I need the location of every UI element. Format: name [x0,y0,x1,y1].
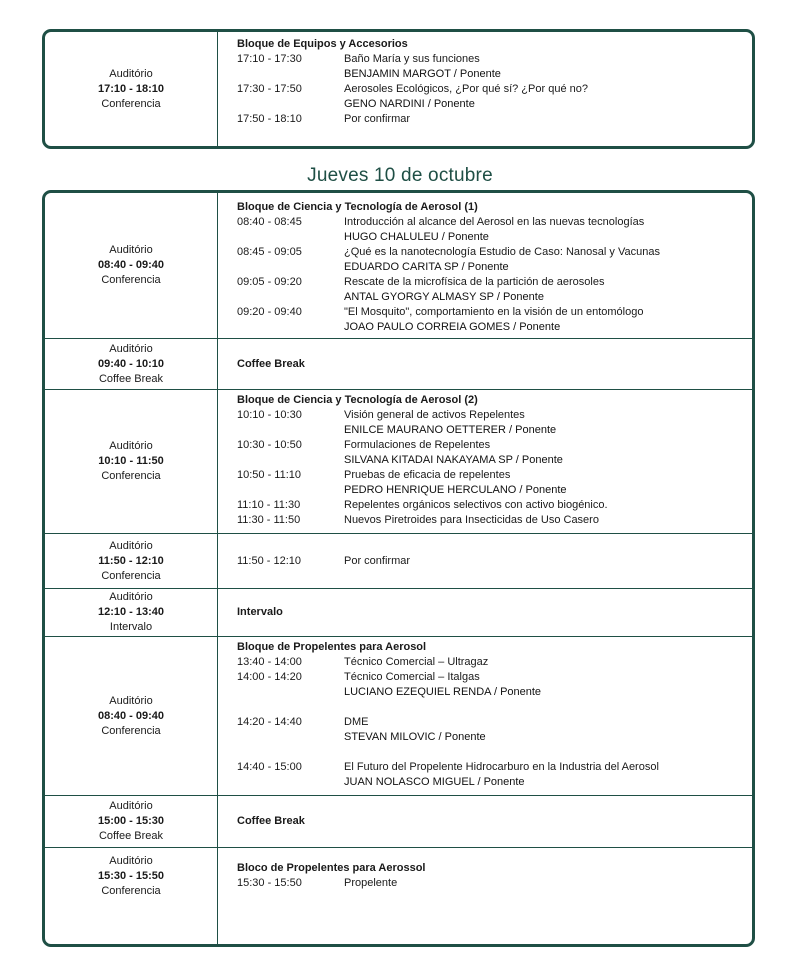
talk-line [237,760,742,775]
session-time: 17:10 - 18:10 [97,82,165,95]
talk-line [237,215,742,230]
session-row [45,589,752,636]
speaker-name: HUGO CHALULEU / Ponente [344,231,489,243]
talk-title: Aerosoles Ecológicos, ¿Por qué sí? ¿Por qué no? [344,83,588,95]
speaker-name: ANTAL GYORGY ALMASY SP / Ponente [344,291,544,303]
talk-title: Técnico Comercial – Ultragaz [344,656,489,668]
session-info [45,390,217,533]
talk-title: Propelente [344,877,398,889]
talk-line [237,655,742,670]
session-time: 10:10 - 11:50 [98,455,164,467]
block-title: Bloque de Ciencia y Tecnología de Aerosol (2) [237,394,478,406]
session-type: Intervalo [109,621,153,633]
talk-time: 13:40 - 14:00 [237,656,302,668]
speaker-line [237,320,742,335]
talk-time: 11:50 - 12:10 [237,554,302,567]
session-type: Conferencia [101,885,161,897]
talk-line [237,275,742,290]
session-details [237,37,742,146]
session-details [237,861,742,944]
session-time: 08:40 - 09:40 [97,709,165,722]
speaker-name: STEVAN MILOVIC / Ponente [344,731,486,743]
talk-time: 08:45 - 09:05 [237,246,302,258]
venue-label: Auditório [109,244,153,256]
talk-title: Por confirmar [344,554,411,567]
talk-title: Introducción al alcance del Aerosol en las nuevas tecnologías [344,216,645,228]
session-details [237,589,742,636]
session-info [45,589,217,636]
session-time: 12:10 - 13:40 [97,606,165,618]
spacer [237,700,742,715]
talk-title: Repelentes orgánicos selectivos con activo biogénico. [344,499,608,511]
block-title: Bloque de Propelentes para Aerosol [237,641,427,653]
speaker-line [237,453,742,468]
session-info [45,193,217,338]
speaker-line [237,685,742,700]
session-info [45,534,217,588]
speaker-line [237,67,742,82]
session-time: 11:50 - 12:10 [98,554,164,567]
speaker-name: SILVANA KITADAI NAKAYAMA SP / Ponente [344,454,563,466]
speaker-line [237,775,742,790]
speaker-line [237,97,742,112]
talk-time: 17:50 - 18:10 [237,113,302,125]
talk-time: 14:00 - 14:20 [237,671,302,683]
speaker-name: ENILCE MAURANO OETTERER / Ponente [344,424,557,436]
talk-title: Baño María y sus funciones [344,53,480,65]
speaker-name: PEDRO HENRIQUE HERCULANO / Ponente [344,484,567,496]
speaker-line [237,730,742,745]
session-info [45,32,217,146]
talk-title: DME [344,716,369,728]
session-row [45,796,752,847]
session-box-day [42,190,755,947]
talk-line [237,52,742,67]
block-title: Bloque de Equipos y Accesorios [237,38,408,50]
talk-time: 17:30 - 17:50 [237,83,302,95]
talk-line [237,438,742,453]
talk-time: 10:50 - 11:10 [237,469,302,481]
talk-time: 09:05 - 09:20 [237,276,302,288]
session-row [45,637,752,795]
venue-label: Auditório [109,591,153,603]
talk-title: Por confirmar [344,113,411,125]
session-time: 15:30 - 15:50 [97,870,165,882]
session-type: Coffee Break [98,830,163,842]
session-row [45,339,752,389]
talk-line [237,468,742,483]
talk-line [237,408,742,423]
speaker-name: BENJAMIN MARGOT / Ponente [344,68,501,80]
talk-line [237,82,742,97]
session-details [237,534,742,588]
talk-time: 15:30 - 15:50 [237,877,302,889]
session-info [45,848,217,944]
spacer [237,745,742,760]
talk-time: 11:10 - 11:30 [237,499,301,511]
talk-title: Rescate de la microfísica de la partición de aerosoles [344,276,605,288]
venue-label: Auditório [109,440,153,452]
block-title: Bloco de Propelentes para Aerossol [237,862,426,874]
session-row [45,534,752,588]
session-box-top [42,29,755,149]
session-type: Conferencia [101,724,161,737]
speaker-line [237,423,742,438]
talk-title: "El Mosquito", comportamiento en la visión de un entomólogo [344,306,644,318]
talk-time: 14:20 - 14:40 [237,716,302,728]
session-type: Conferencia [101,97,161,110]
session-info [45,339,217,389]
talk-line [237,715,742,730]
speaker-line [237,260,742,275]
session-details [237,200,742,338]
speaker-line [237,290,742,305]
session-row [45,390,752,533]
talk-line [237,245,742,260]
speaker-name: EDUARDO CARITA SP / Ponente [344,261,509,273]
talk-line [237,554,742,569]
talk-title: Pruebas de eficacia de repelentes [344,469,511,481]
talk-title: Visión general de activos Repelentes [344,409,525,421]
session-details [237,393,742,533]
speaker-line [237,483,742,498]
talk-time: 17:10 - 17:30 [237,53,302,65]
venue-label: Auditório [109,694,153,707]
talk-time: 08:40 - 08:45 [237,216,302,228]
session-time: 08:40 - 09:40 [97,259,165,271]
block-title: Bloque de Ciencia y Tecnología de Aerosol (1) [237,201,478,213]
session-type: Coffee Break [98,372,163,385]
session-row [45,848,752,944]
session-type: Conferencia [101,569,161,582]
speaker-name: GENO NARDINI / Ponente [344,98,475,110]
session-type: Conferencia [101,274,161,286]
session-time: 15:00 - 15:30 [97,815,165,827]
talk-line [237,513,742,528]
talk-time: 09:20 - 09:40 [237,306,302,318]
talk-title: Formulaciones de Repelentes [344,439,491,451]
talk-title: ¿Qué es la nanotecnología Estudio de Caso: Nanosal y Vacunas [344,246,660,258]
talk-title: Técnico Comercial – Italgas [344,671,480,683]
venue-label: Auditório [109,539,153,552]
talk-title: Nuevos Piretroides para Insecticidas de Uso Casero [344,514,599,526]
venue-label: Auditório [109,342,153,355]
venue-label: Auditório [109,800,153,812]
session-row [45,193,752,338]
talk-time: 11:30 - 11:50 [237,514,301,526]
day-title: Jueves 10 de octubre [307,165,493,186]
session-type: Conferencia [101,470,161,482]
talk-time: 10:10 - 10:30 [237,409,302,421]
session-info [45,796,217,847]
block-title: Intervalo [237,606,283,618]
session-time: 09:40 - 10:10 [97,357,165,370]
speaker-line [237,230,742,245]
block-title: Coffee Break [237,815,305,827]
talk-line [237,876,742,891]
block-title: Coffee Break [237,357,305,370]
talk-line [237,305,742,320]
session-info [45,637,217,795]
speaker-name: JOAO PAULO CORREIA GOMES / Ponente [344,321,561,333]
talk-line [237,112,742,127]
talk-time: 14:40 - 15:00 [237,761,302,773]
talk-line [237,498,742,513]
speaker-name: LUCIANO EZEQUIEL RENDA / Ponente [344,686,542,698]
speaker-name: JUAN NOLASCO MIGUEL / Ponente [344,776,525,788]
session-row [45,32,752,146]
talk-title: El Futuro del Propelente Hidrocarburo en la Industria del Aerosol [344,761,659,773]
session-details [237,339,742,389]
venue-label: Auditório [109,67,153,80]
venue-label: Auditório [109,855,153,867]
talk-time: 10:30 - 10:50 [237,439,302,451]
talk-line [237,670,742,685]
session-details [237,796,742,847]
session-details [237,640,742,795]
